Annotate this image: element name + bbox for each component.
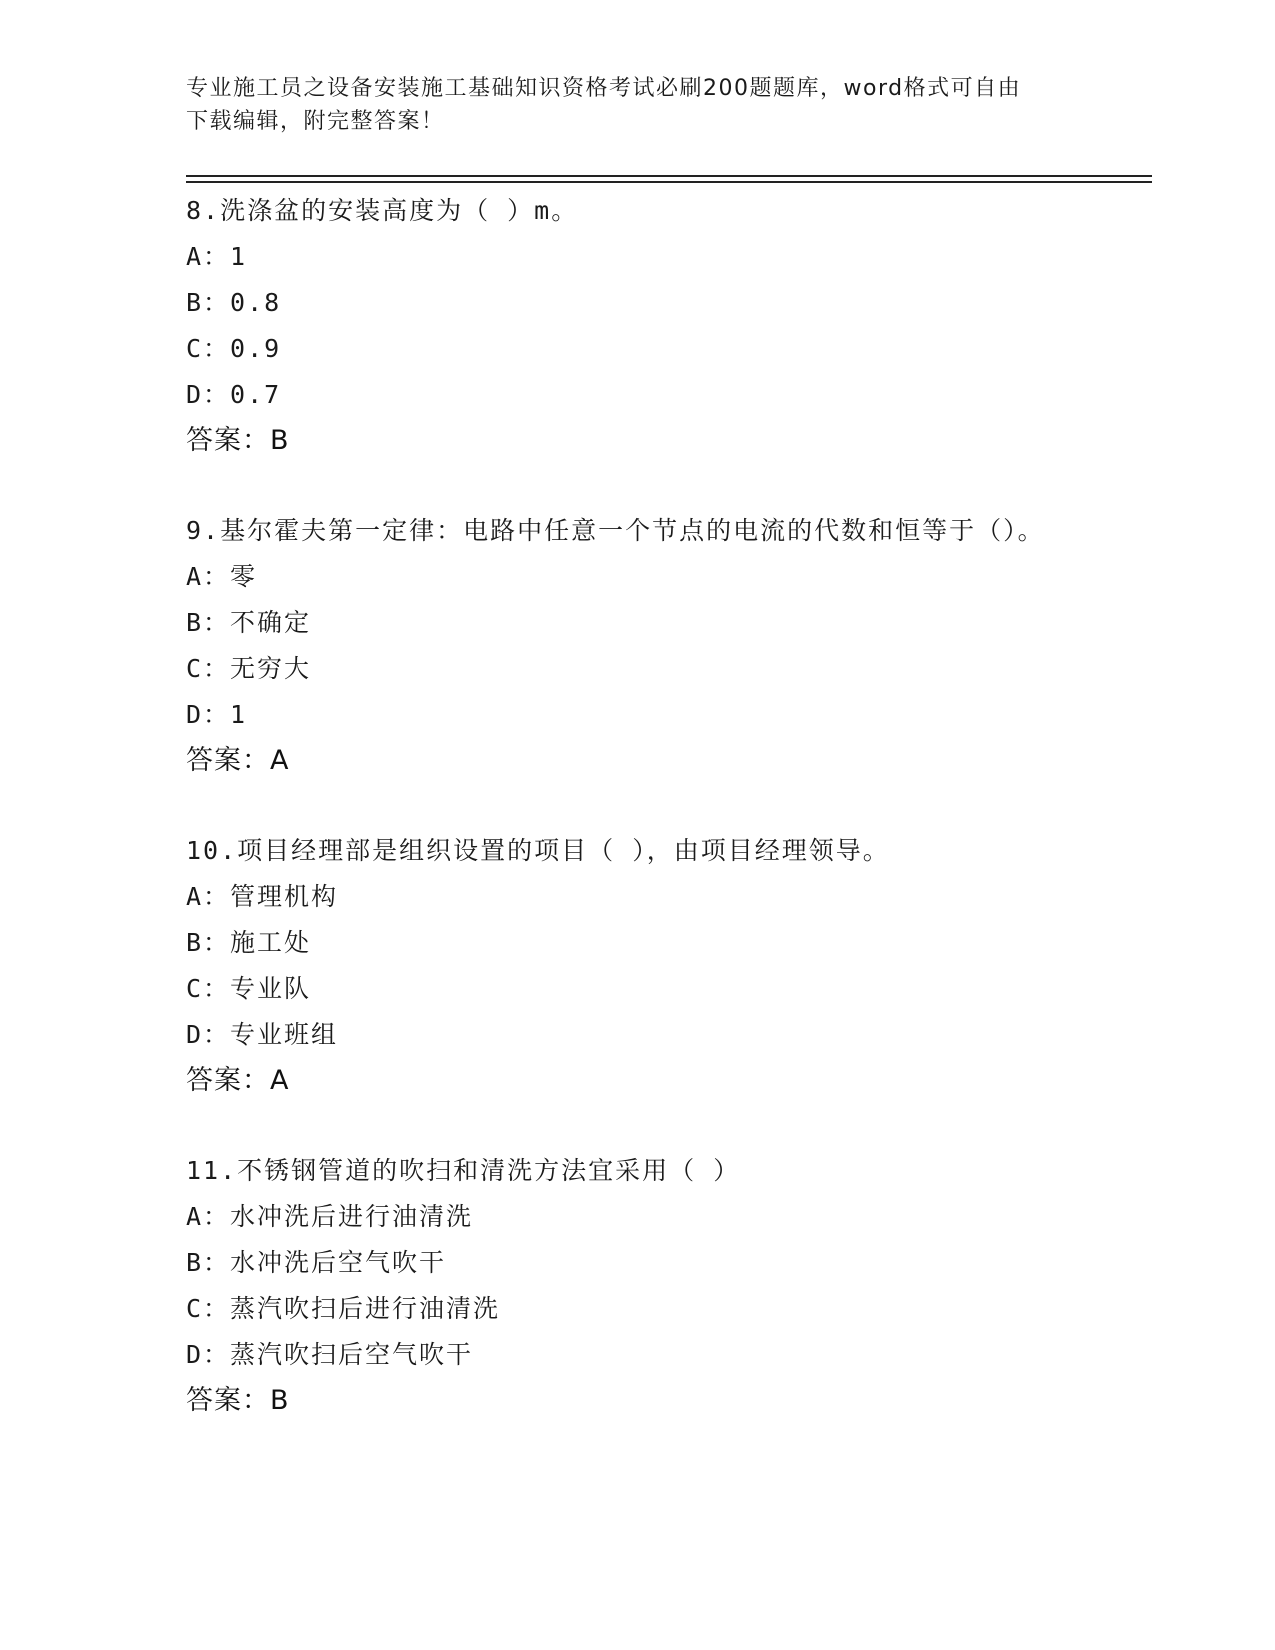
option-d: D：专业班组 bbox=[186, 1020, 339, 1049]
header-line-1: 专业施工员之设备安装施工基础知识资格考试必刷200题题库，word格式可自由 bbox=[186, 76, 1022, 101]
option-c: C：蒸汽吹扫后进行油清洗 bbox=[186, 1294, 501, 1323]
option-b: B：施工处 bbox=[186, 928, 312, 957]
question-stem: 9.基尔霍夫第一定律：电路中任意一个节点的电流的代数和恒等于（）。 bbox=[186, 516, 1045, 545]
option-a: A：零 bbox=[186, 562, 258, 591]
answer: 答案：A bbox=[186, 745, 290, 776]
question-9 bbox=[186, 508, 1086, 784]
question-8 bbox=[186, 188, 1086, 464]
option-b: B：水冲洗后空气吹干 bbox=[186, 1248, 447, 1277]
question-stem: 10.项目经理部是组织设置的项目（ ），由项目经理领导。 bbox=[186, 836, 890, 865]
question-11 bbox=[186, 1148, 1086, 1424]
option-c: C：无穷大 bbox=[186, 654, 312, 683]
option-d: D：0.7 bbox=[186, 380, 282, 409]
question-spacer bbox=[186, 784, 1086, 828]
answer: 答案：B bbox=[186, 425, 290, 456]
question-10 bbox=[186, 828, 1086, 1104]
question-spacer bbox=[186, 464, 1086, 508]
option-a: A：管理机构 bbox=[186, 882, 339, 911]
answer: 答案：B bbox=[186, 1385, 290, 1416]
header-divider-bottom bbox=[186, 181, 1152, 183]
option-a: A：水冲洗后进行油清洗 bbox=[186, 1202, 474, 1231]
option-d: D：1 bbox=[186, 700, 248, 729]
option-b: B：不确定 bbox=[186, 608, 312, 637]
option-a: A：1 bbox=[186, 242, 248, 271]
header-divider-top bbox=[186, 175, 1152, 177]
header-line-2: 下载编辑，附完整答案！ bbox=[186, 109, 445, 134]
question-list bbox=[186, 188, 1086, 1424]
question-spacer bbox=[186, 1104, 1086, 1148]
question-stem: 8.洗涤盆的安装高度为（ ）m。 bbox=[186, 196, 579, 225]
question-stem: 11.不锈钢管道的吹扫和清洗方法宜采用（ ） bbox=[186, 1156, 741, 1185]
answer: 答案：A bbox=[186, 1065, 290, 1096]
option-c: C：专业队 bbox=[186, 974, 312, 1003]
option-d: D：蒸汽吹扫后空气吹干 bbox=[186, 1340, 474, 1369]
document-header bbox=[186, 72, 1086, 138]
option-b: B：0.8 bbox=[186, 288, 282, 317]
option-c: C：0.9 bbox=[186, 334, 282, 363]
